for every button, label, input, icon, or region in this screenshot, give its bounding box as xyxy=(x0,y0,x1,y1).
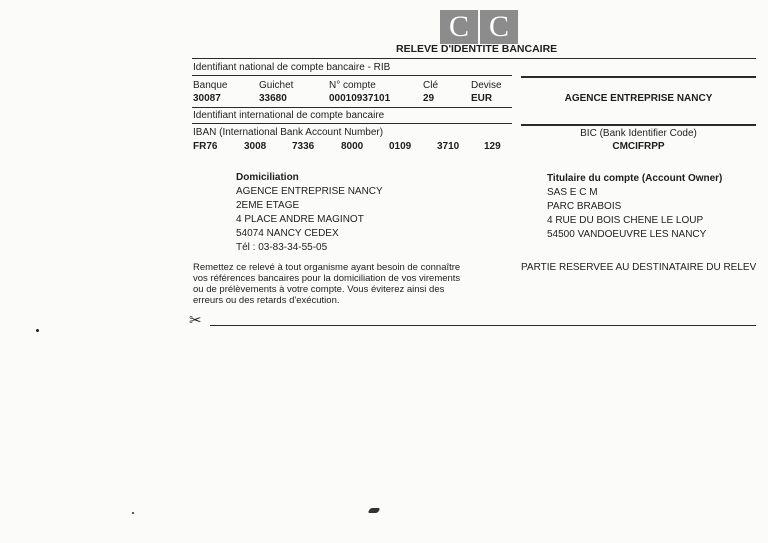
rib-value-compte: 00010937101 xyxy=(329,93,391,104)
domiciliation-title: Domiciliation xyxy=(236,172,299,183)
rib-heading: Identifiant national de compte bancaire - RIB xyxy=(193,62,391,73)
bank-logo xyxy=(440,10,518,44)
bic-value: CMCIFRPP xyxy=(612,141,665,152)
owner-line: PARC BRABOIS xyxy=(547,201,622,212)
notice-line: Remettez ce relevé à tout organisme ayant besoin de connaître xyxy=(193,262,461,273)
owner-line: SAS E C M xyxy=(547,187,598,198)
logo-letter: C xyxy=(448,10,469,43)
scan-speck xyxy=(36,329,39,332)
domiciliation-line: 54074 NANCY CEDEX xyxy=(236,228,339,239)
notice-line: erreurs ou des retards d'exécution. xyxy=(193,295,340,306)
iban-group: 3710 xyxy=(437,141,460,152)
iban-group: 0109 xyxy=(389,141,412,152)
rib-value-cle: 29 xyxy=(423,93,435,104)
agency-name: AGENCE ENTREPRISE NANCY xyxy=(564,93,713,104)
document-title: RELEVE D'IDENTITE BANCAIRE xyxy=(396,43,558,55)
owner-line: 4 RUE DU BOIS CHENE LE LOUP xyxy=(547,215,704,226)
rib-label-guichet: Guichet xyxy=(259,80,294,91)
iban-group: 7336 xyxy=(292,141,315,152)
rib-label-compte: N° compte xyxy=(329,80,376,91)
domiciliation-line: 2EME ETAGE xyxy=(236,200,300,211)
scissors-icon: ✂ xyxy=(189,311,202,329)
divider xyxy=(521,124,756,126)
iban-group: 3008 xyxy=(244,141,267,152)
scan-speck xyxy=(132,512,134,514)
rib-label-banque: Banque xyxy=(193,80,228,91)
iban-group: 8000 xyxy=(341,141,364,152)
owner-block xyxy=(547,172,722,242)
iban-heading: Identifiant international de compte bancaire xyxy=(193,110,385,121)
reserved-label: PARTIE RESERVEE AU DESTINATAIRE DU RELEV xyxy=(521,262,757,273)
iban-group: FR76 xyxy=(193,141,218,152)
divider xyxy=(192,107,512,108)
cut-line xyxy=(210,325,756,326)
owner-line: 54500 VANDOEUVRE LES NANCY xyxy=(547,229,707,240)
owner-title: Titulaire du compte (Account Owner) xyxy=(547,173,723,184)
iban-group: 129 xyxy=(484,141,501,152)
domiciliation-block xyxy=(236,171,383,255)
divider xyxy=(192,58,756,59)
domiciliation-line: 4 PLACE ANDRE MAGINOT xyxy=(236,214,364,225)
scan-speck xyxy=(368,508,381,513)
notice-line: vos références bancaires pour la domiciliation de vos virements xyxy=(193,273,461,284)
iban-label: IBAN (International Bank Account Number) xyxy=(193,127,384,138)
domiciliation-line: Tél : 03-83-34-55-05 xyxy=(236,242,328,253)
divider xyxy=(192,123,512,124)
rib-label-devise: Devise xyxy=(471,80,502,91)
rib-label-cle: Clé xyxy=(423,80,439,91)
rib-value-guichet: 33680 xyxy=(259,93,287,104)
rib-value-devise: EUR xyxy=(471,93,493,104)
bic-label: BIC (Bank Identifier Code) xyxy=(580,128,697,139)
domiciliation-line: AGENCE ENTREPRISE NANCY xyxy=(236,186,383,197)
logo-letter: C xyxy=(478,10,518,44)
rib-value-banque: 30087 xyxy=(193,93,221,104)
divider xyxy=(192,75,512,76)
notice-line: ou de prélèvements à votre compte. Vous éviterez ainsi des xyxy=(193,284,445,295)
divider xyxy=(521,76,756,78)
notice-block xyxy=(193,262,460,306)
